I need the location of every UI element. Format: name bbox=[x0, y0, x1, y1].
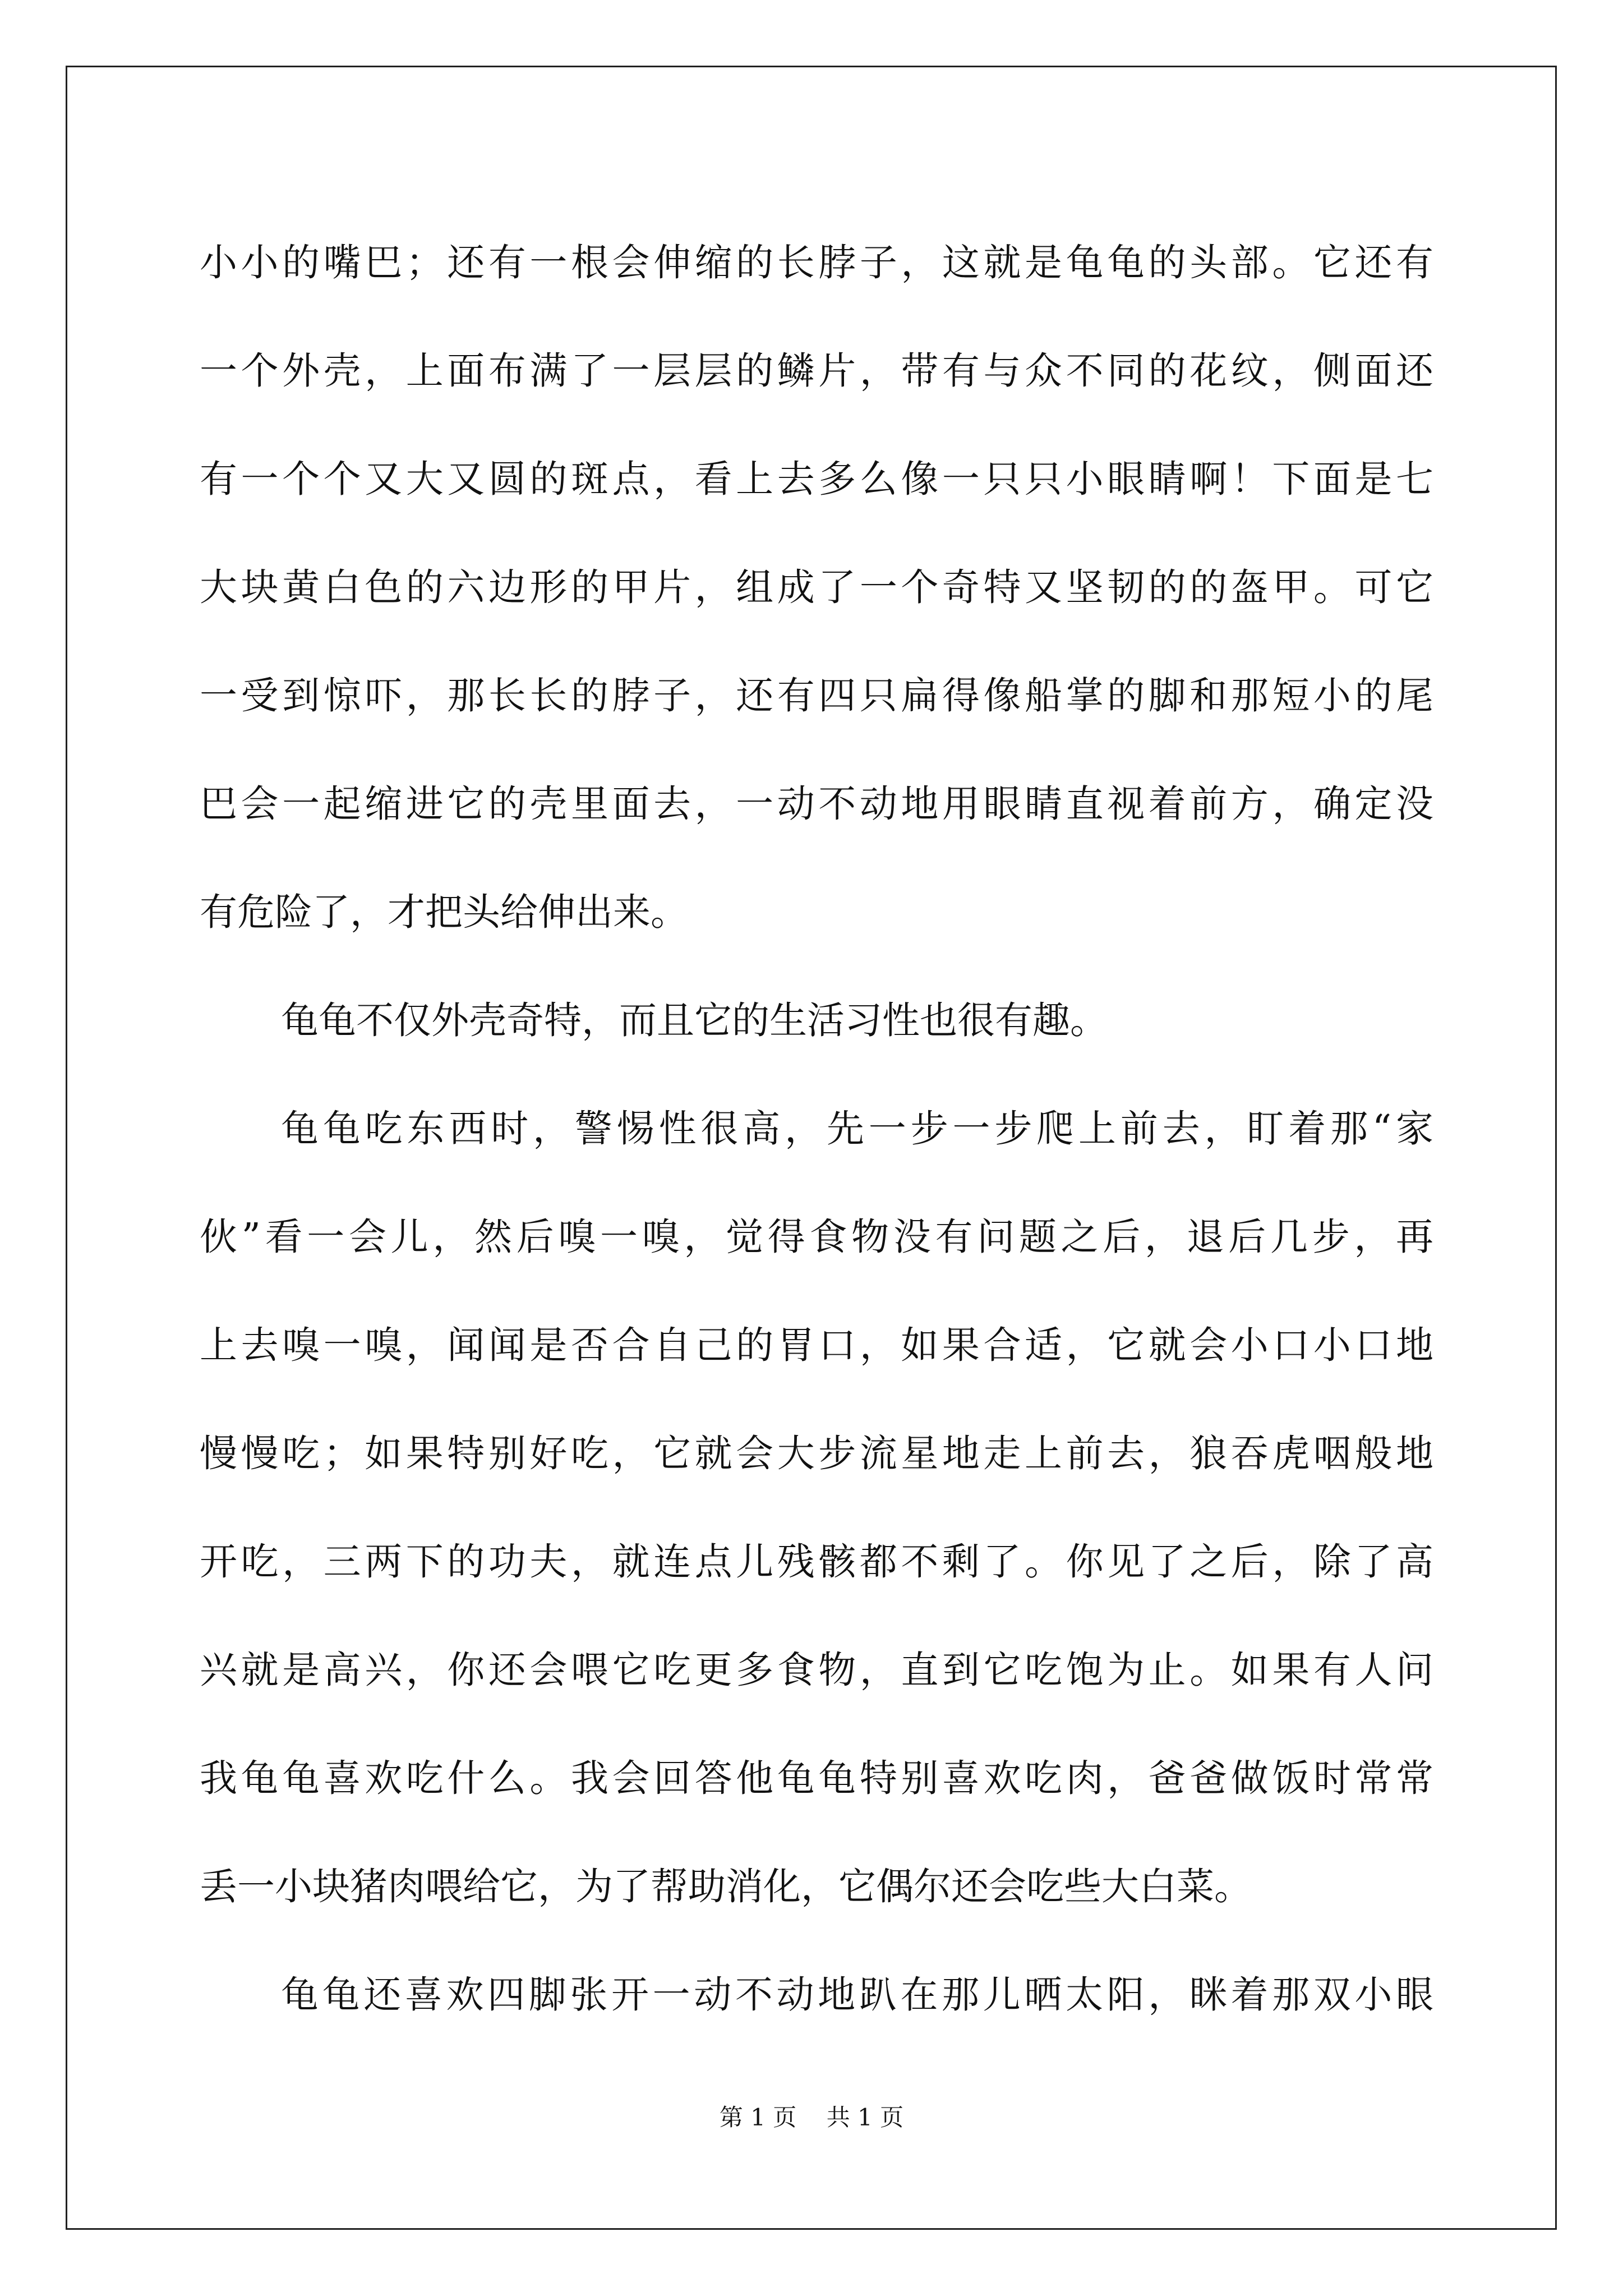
paragraph-line: 龟龟吃东西时，警惕性很高，先一步一步爬上前去，盯着那“家 bbox=[281, 1107, 1433, 1151]
text-line: 一受到惊吓，那长长的脖子，还有四只扁得像船掌的脚和那短小的尾 bbox=[200, 674, 1433, 717]
paragraph-line: 龟龟还喜欢四脚张开一动不动地趴在那儿晒太阳，眯着那双小眼 bbox=[281, 1973, 1433, 2017]
text-line: 有一个个又大又圆的斑点，看上去多么像一只只小眼睛啊！下面是七 bbox=[200, 457, 1433, 501]
text-line: 一个外壳，上面布满了一层层的鳞片，带有与众不同的花纹，侧面还 bbox=[200, 349, 1433, 393]
paragraph-line: 龟龟不仅外壳奇特，而且它的生活习性也很有趣。 bbox=[281, 999, 1108, 1042]
page-footer: 第 1 页 共 1 页 bbox=[719, 2104, 904, 2131]
text-line: 兴就是高兴，你还会喂它吃更多食物，直到它吃饱为止。如果有人问 bbox=[200, 1648, 1433, 1692]
text-line: 巴会一起缩进它的壳里面去，一动不动地用眼睛直视着前方，确定没 bbox=[200, 782, 1433, 826]
text-line: 有危险了，才把头给伸出来。 bbox=[200, 890, 688, 934]
text-line: 开吃，三两下的功夫，就连点儿残骸都不剩了。你见了之后，除了高 bbox=[200, 1540, 1433, 1584]
document-body bbox=[200, 209, 1433, 2049]
text-line: 丢一小块猪肉喂给它，为了帮助消化，它偶尔还会吃些大白菜。 bbox=[200, 1865, 1252, 1908]
text-line: 小小的嘴巴；还有一根会伸缩的长脖子，这就是龟龟的头部。它还有 bbox=[200, 241, 1433, 284]
text-line: 上去嗅一嗅，闻闻是否合自己的胃口，如果合适，它就会小口小口地 bbox=[200, 1323, 1433, 1367]
text-line: 伙”看一会儿，然后嗅一嗅，觉得食物没有问题之后，退后几步，再 bbox=[200, 1215, 1433, 1259]
text-line: 慢慢吃；如果特别好吃，它就会大步流星地走上前去，狼吞虎咽般地 bbox=[200, 1432, 1433, 1475]
text-line: 我龟龟喜欢吃什么。我会回答他龟龟特别喜欢吃肉，爸爸做饭时常常 bbox=[200, 1756, 1433, 1800]
text-line: 大块黄白色的六边形的甲片，组成了一个奇特又坚韧的的盔甲。可它 bbox=[200, 565, 1433, 609]
